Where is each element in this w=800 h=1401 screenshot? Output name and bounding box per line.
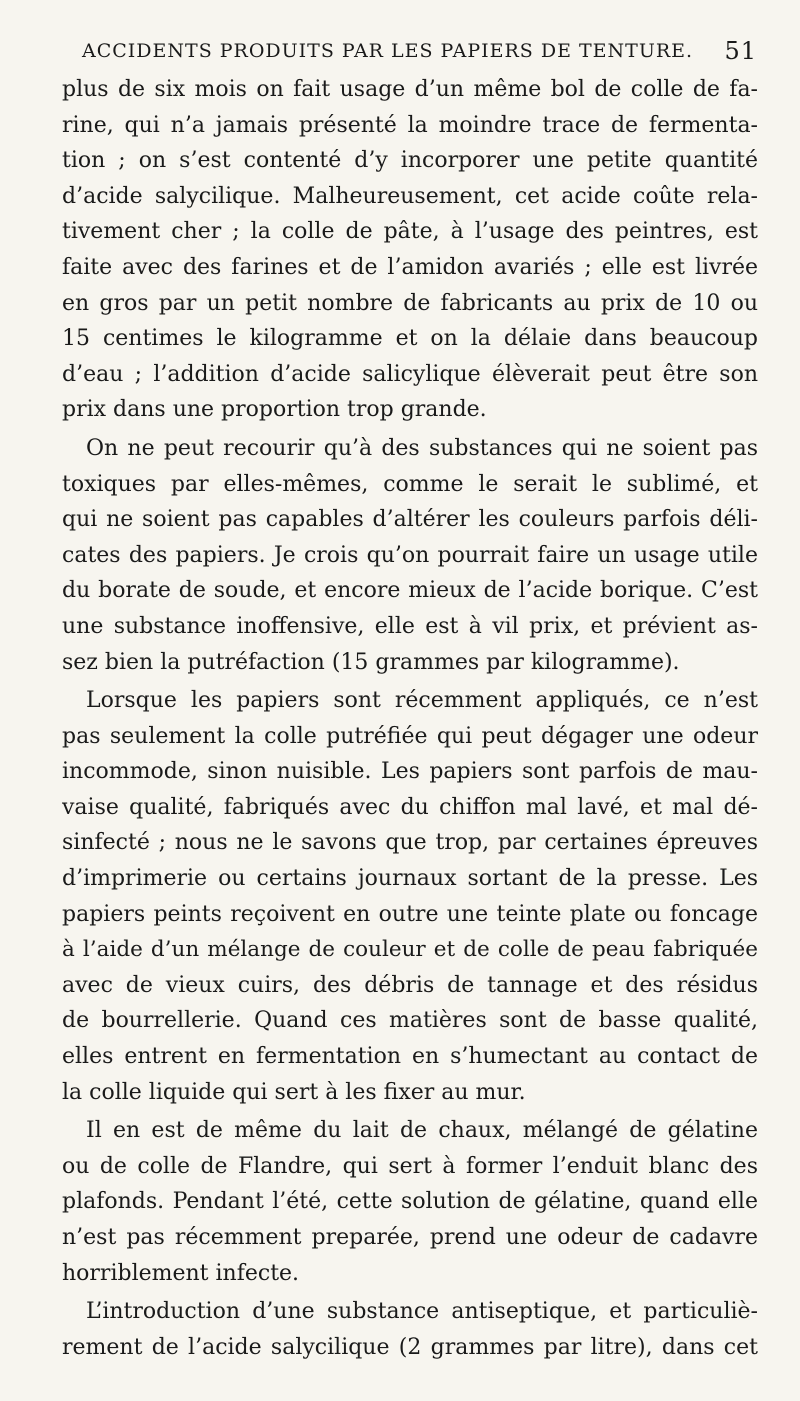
text-line: d’eau ; l’addition d’acide salicylique élèverait peut être son xyxy=(62,361,758,387)
text-line: incommode, sinon nuisible. Les papiers sont parfois de mau- xyxy=(62,759,758,785)
text-line: à l’aide d’un mélange de couleur et de colle de peau fabriquée xyxy=(62,937,758,963)
paragraph-4 xyxy=(62,1113,758,1291)
text-line: la colle liquide qui sert à les fixer au mur. xyxy=(62,1079,526,1105)
text-line: faite avec des farines et de l’amidon avariés ; elle est livrée xyxy=(62,254,758,280)
text-line: d’acide salycilique. Malheureusement, cet acide coûte rela- xyxy=(62,183,758,209)
text-line: plafonds. Pendant l’été, cette solution de gélatine, quand elle xyxy=(62,1189,758,1215)
text-line: elles entrent en fermentation en s’humectant au contact de xyxy=(62,1044,758,1070)
text-line: d’imprimerie ou certains journaux sortant de la presse. Les xyxy=(62,866,758,892)
text-line: Lorsque les papiers sont récemment appliqués, ce n’est xyxy=(86,688,758,714)
page-number: 51 xyxy=(724,37,757,65)
text-line: Il en est de même du lait de chaux, mélangé de gélatine xyxy=(86,1118,758,1144)
paragraph-3 xyxy=(62,683,758,1110)
text-line: horriblement infecte. xyxy=(62,1260,300,1286)
text-line: ou de colle de Flandre, qui sert à former l’enduit blanc des xyxy=(62,1153,758,1179)
text-line: rement de l’acide salycilique (2 grammes par litre), dans cet xyxy=(62,1334,758,1360)
text-line: plus de six mois on fait usage d’un même bol de colle de fa- xyxy=(62,77,758,102)
text-line: papiers peints reçoivent en outre une teinte plate ou foncage xyxy=(62,901,758,927)
text-line: pas seulement la colle putréfiée qui peut dégager une odeur xyxy=(62,723,758,749)
text-line: du borate de soude, et encore mieux de l’acide borique. C’est xyxy=(62,578,758,604)
text-line: sez bien la putréfaction (15 grammes par kilogramme). xyxy=(62,649,680,675)
page-header xyxy=(82,34,757,68)
text-line: de bourrellerie. Quand ces matières sont de basse qualité, xyxy=(62,1008,758,1034)
text-line: cates des papiers. Je crois qu’on pourrait faire un usage utile xyxy=(62,542,758,568)
text-line: On ne peut recourir qu’à des substances qui ne soient pas xyxy=(86,435,758,461)
paragraph-2 xyxy=(62,431,758,680)
text-line: L’introduction d’une substance antiseptique, et particuliè- xyxy=(86,1299,758,1325)
text-line: n’est pas récemment preparée, prend une odeur de cadavre xyxy=(62,1225,758,1250)
text-line: tion ; on s’est contenté d’y incorporer une petite quantité xyxy=(62,148,758,174)
text-line: 15 centimes le kilogramme et on la délaie dans beaucoup xyxy=(62,326,758,352)
text-line: en gros par un petit nombre de fabricants au prix de 10 ou xyxy=(62,290,758,316)
text-line: prix dans une proportion trop grande. xyxy=(62,397,487,423)
text-line: toxiques par elles-mêmes, comme le serait le sublimé, et xyxy=(62,471,758,497)
text-line: sinfecté ; nous ne le savons que trop, par certaines épreuves xyxy=(62,830,758,856)
text-line: qui ne soient pas capables d’altérer les couleurs parfois déli- xyxy=(62,507,758,533)
running-title: ACCIDENTS PRODUITS PAR LES PAPIERS DE TENTURE. xyxy=(82,40,694,62)
page-body xyxy=(62,72,758,1365)
text-line: vaise qualité, fabriqués avec du chiffon mal lavé, et mal dé- xyxy=(62,794,758,820)
paragraph-1 xyxy=(62,72,758,428)
text-line: tivement cher ; la colle de pâte, à l’usage des peintres, est xyxy=(62,219,758,245)
text-line: rine, qui n’a jamais présenté la moindre trace de fermenta- xyxy=(62,112,758,138)
text-line: une substance inoffensive, elle est à vil prix, et prévient as- xyxy=(62,613,758,639)
text-line: avec de vieux cuirs, des débris de tannage et des résidus xyxy=(62,972,758,998)
paragraph-5 xyxy=(62,1294,758,1365)
